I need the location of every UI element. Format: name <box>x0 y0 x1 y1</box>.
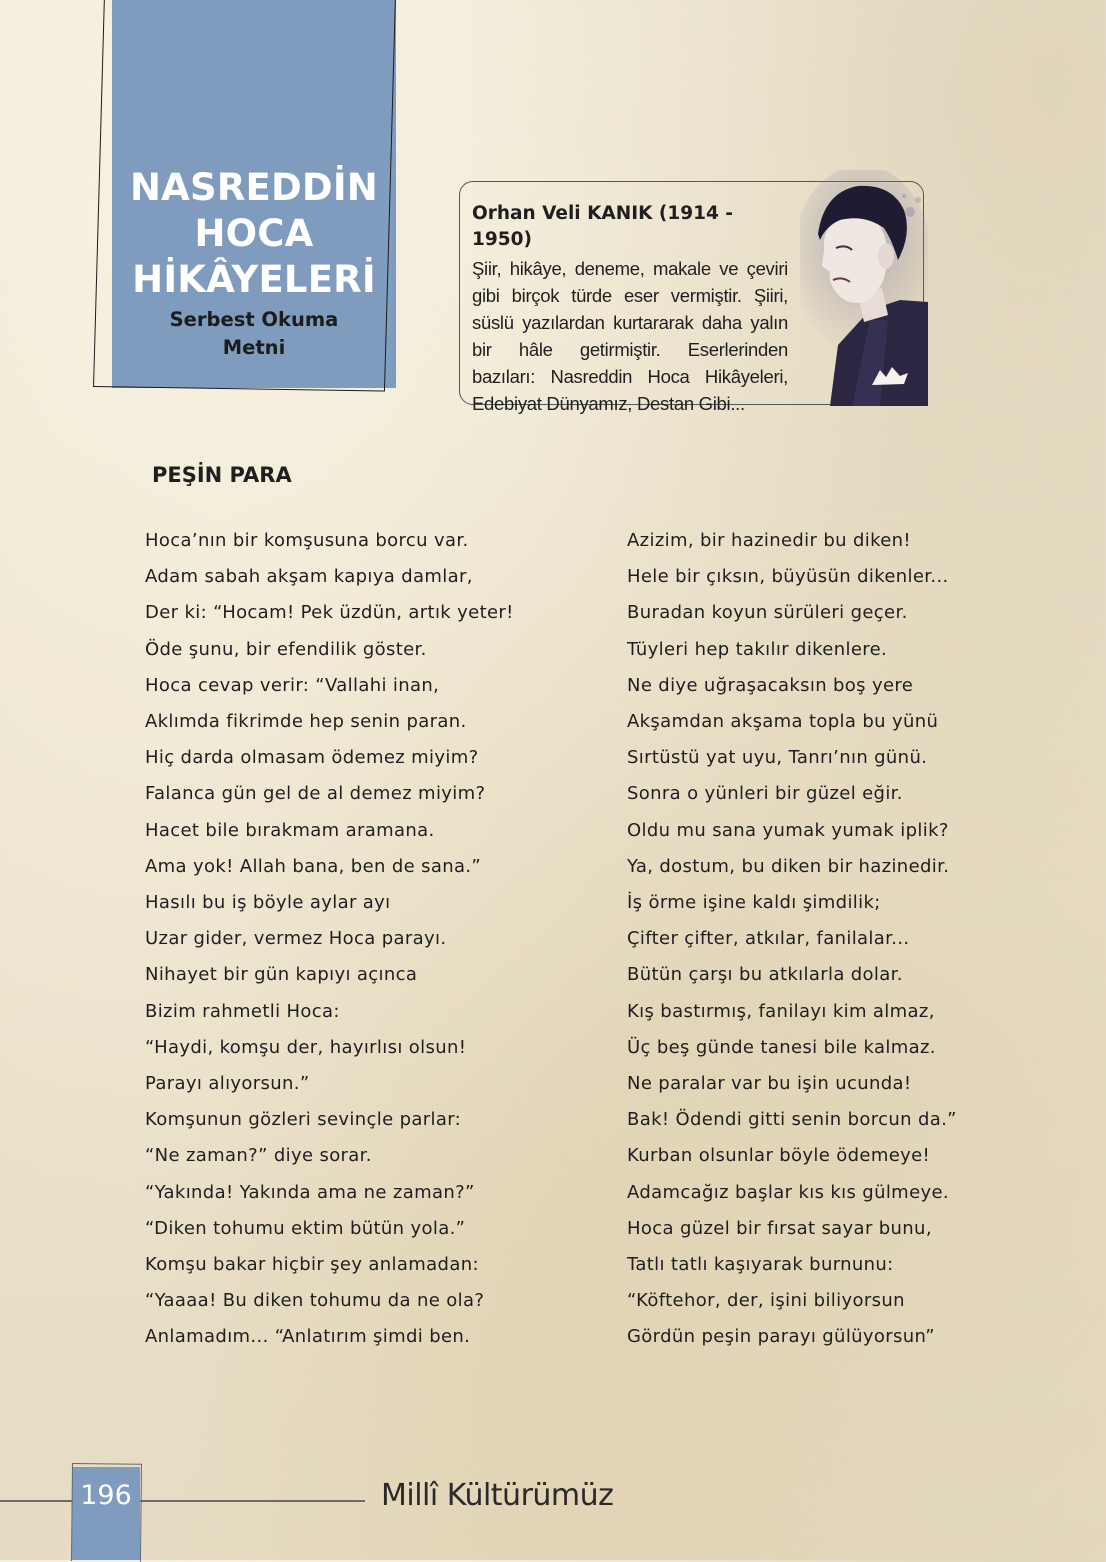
poem-line: Anlamadım... “Anlatırım şimdi ben. <box>145 1326 471 1348</box>
page-number: 196 <box>80 1480 132 1511</box>
poem-line: Tüyleri hep takılır dikenlere. <box>627 638 888 660</box>
poem-line: Adamcağız başlar kıs kıs gülmeye. <box>627 1181 949 1203</box>
section-subtitle-line: Metni <box>222 336 286 359</box>
poem-line: Parayı alıyorsun.” <box>145 1073 310 1095</box>
poem-line: Hasılı bu iş böyle aylar ayı <box>145 892 391 914</box>
footer-divider <box>140 1500 365 1502</box>
author-info-text <box>472 201 788 417</box>
poem-line: Nihayet bir gün kapıyı açınca <box>145 964 418 986</box>
poem-line: Çifter çifter, atkılar, fanilalar... <box>627 928 910 950</box>
poem-line: İş örme işine kaldı şimdilik; <box>627 892 881 914</box>
poem-right-column <box>627 523 957 1356</box>
poem-line: Öde şunu, bir efendilik göster. <box>145 638 427 660</box>
poem-line: “Haydi, komşu der, hayırlısı olsun! <box>145 1036 467 1058</box>
poem-line: Üç beş günde tanesi bile kalmaz. <box>627 1036 936 1058</box>
poem-line: Buradan koyun sürüleri geçer. <box>627 602 908 624</box>
poem-line: Komşunun gözleri sevinçle parlar: <box>145 1109 462 1131</box>
poem-line: Hoca cevap verir: “Vallahi inan, <box>145 674 440 696</box>
poem-line: Oldu mu sana yumak yumak iplik? <box>627 819 949 841</box>
section-title <box>112 165 396 303</box>
section-subtitle-line: Serbest Okuma <box>169 308 339 331</box>
poem-line: Kış bastırmış, fanilayı kim almaz, <box>627 1000 935 1022</box>
book-title: Millî Kültürümüz <box>381 1478 614 1513</box>
author-portrait-image <box>800 170 928 406</box>
section-title-line: NASREDDİN <box>130 166 378 209</box>
author-bio: Şiir, hikâye, deneme, makale ve çeviri gibi birçok türde eser vermiştir. Şiiri, süslü yazılardan kurtararak daha yalın bir hâle getirmiştir. Eserlerinden bazıları: Nasreddin Hoca Hikâyeleri, Edebiyat Dünyamız, Destan Gibi... <box>472 258 788 414</box>
poem-line: Sonra o yünleri bir güzel eğir. <box>627 783 903 805</box>
poem-line: “Yakında! Yakında ama ne zaman?” <box>145 1181 475 1203</box>
poem-line: Hiç darda olmasam ödemez miyim? <box>145 747 479 769</box>
poem-line: Bütün çarşı bu atkılarla dolar. <box>627 964 903 986</box>
poem-line: Aklımda fikrimde hep senin paran. <box>145 711 467 733</box>
section-subtitle <box>112 306 396 362</box>
section-title-line: HİKÂYELERİ <box>132 258 376 301</box>
poem-line: Falanca gün gel de al demez miyim? <box>145 783 486 805</box>
poem-line: “Diken tohumu ektim bütün yola.” <box>145 1217 466 1239</box>
footer-divider <box>0 1500 72 1502</box>
poem-line: Ne diye uğraşacaksın boş yere <box>627 674 914 696</box>
author-name: Orhan Veli KANIK (1914 - 1950) <box>472 203 733 250</box>
poem-line: Gördün peşin parayı gülüyorsun” <box>627 1326 935 1348</box>
poem-line: Komşu bakar hiçbir şey anlamadan: <box>145 1254 479 1276</box>
poem-line: Bizim rahmetli Hoca: <box>145 1000 340 1022</box>
poem-line: Azizim, bir hazinedir bu diken! <box>627 530 911 551</box>
poem-line: Ya, dostum, bu diken bir hazinedir. <box>627 855 950 877</box>
poem-line: Der ki: “Hocam! Pek üzdün, artık yeter! <box>145 602 514 624</box>
poem-line: “Ne zaman?” diye sorar. <box>145 1145 372 1167</box>
poem-line: Sırtüstü yat uyu, Tanrı’nın günü. <box>627 747 928 769</box>
poem-line: Adam sabah akşam kapıya damlar, <box>145 566 473 588</box>
poem-line: Hoca’nın bir komşusuna borcu var. <box>145 530 469 551</box>
poem-line: Ama yok! Allah bana, ben de sana.” <box>145 855 482 877</box>
poem-line: Bak! Ödendi gitti senin borcun da.” <box>627 1109 957 1131</box>
poem-line: “Köftehor, der, işini biliyorsun <box>627 1290 905 1312</box>
poem-line: Hoca güzel bir fırsat sayar bunu, <box>627 1217 932 1239</box>
poem-line: Hacet bile bırakmam aramana. <box>145 819 435 841</box>
poem-line: Kurban olsunlar böyle ödemeye! <box>627 1145 931 1167</box>
poem-line: Ne paralar var bu işin ucunda! <box>627 1073 912 1095</box>
poem-line: “Yaaaa! Bu diken tohumu da ne ola? <box>145 1290 485 1312</box>
poem-line: Tatlı tatlı kaşıyarak burnunu: <box>627 1254 894 1276</box>
poem-line: Akşamdan akşama topla bu yünü <box>627 711 939 733</box>
poem-left-column <box>145 523 514 1356</box>
section-title-line: HOCA <box>194 212 314 255</box>
poem-line: Uzar gider, vermez Hoca parayı. <box>145 928 447 950</box>
poem-title: PEŞİN PARA <box>152 463 292 487</box>
title-block <box>112 165 396 362</box>
poem-line: Hele bir çıksın, büyüsün dikenler... <box>627 566 949 588</box>
